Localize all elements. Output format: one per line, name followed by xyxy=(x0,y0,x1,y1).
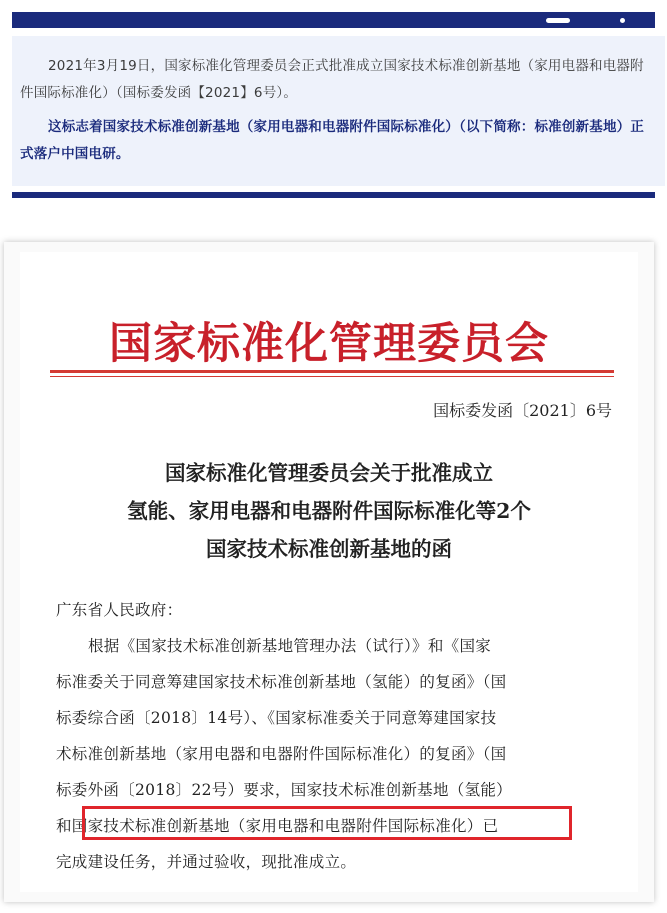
body-line: 术标准创新基地（家用电器和电器附件国际标准化）的复函》（国 xyxy=(56,745,507,763)
body-line: 和国家技术标准创新基地（家用电器和电器附件国际标准化）已 xyxy=(56,817,499,835)
body-line: 标委综合函〔2018〕14号）、《国家标准委关于同意筹建国家技 xyxy=(56,709,497,727)
highlight-box xyxy=(82,806,572,840)
org-title: 国家标准化管理委员会 xyxy=(109,319,549,369)
document-page xyxy=(20,252,638,892)
doc-title-line: 氢能、家用电器和电器附件国际标准化等2个 xyxy=(127,499,531,523)
intro-paragraph: 2021年3月19日，国家标准化管理委员会正式批准成立国家技术标准创新基地（家用电器和电器附件国际标准化）（国标委发函【2021】6号）。 xyxy=(20,58,644,101)
red-divider-thick xyxy=(50,370,614,373)
salutation: 广东省人民政府： xyxy=(56,601,183,619)
doc-title-line: 国家标准化管理委员会关于批准成立 xyxy=(165,461,493,485)
footer-bar xyxy=(12,192,655,198)
pill-decoration xyxy=(546,18,570,23)
body-line: 标准委关于同意筹建国家技术标准创新基地（氢能）的复函》（国 xyxy=(56,673,507,691)
document-number: 国标委发函〔2021〕6号 xyxy=(433,401,612,420)
intro-panel xyxy=(12,36,665,186)
body-line: 根据《国家技术标准创新基地管理办法（试行）》和《国家 xyxy=(88,637,492,655)
body-line: 标委外函〔2018〕22号）要求，国家技术标准创新基地（氢能） xyxy=(56,781,512,799)
red-divider-thin xyxy=(50,376,614,377)
body-line: 完成建设任务，并通过验收，现批准成立。 xyxy=(56,853,357,871)
dot-decoration xyxy=(620,18,625,23)
intro-highlight-paragraph: 这标志着国家技术标准创新基地（家用电器和电器附件国际标准化）（以下简称：标准创新基地）正式落户中国电研。 xyxy=(20,119,645,162)
doc-title-line: 国家技术标准创新基地的函 xyxy=(206,537,452,561)
document-image-frame xyxy=(4,242,654,902)
